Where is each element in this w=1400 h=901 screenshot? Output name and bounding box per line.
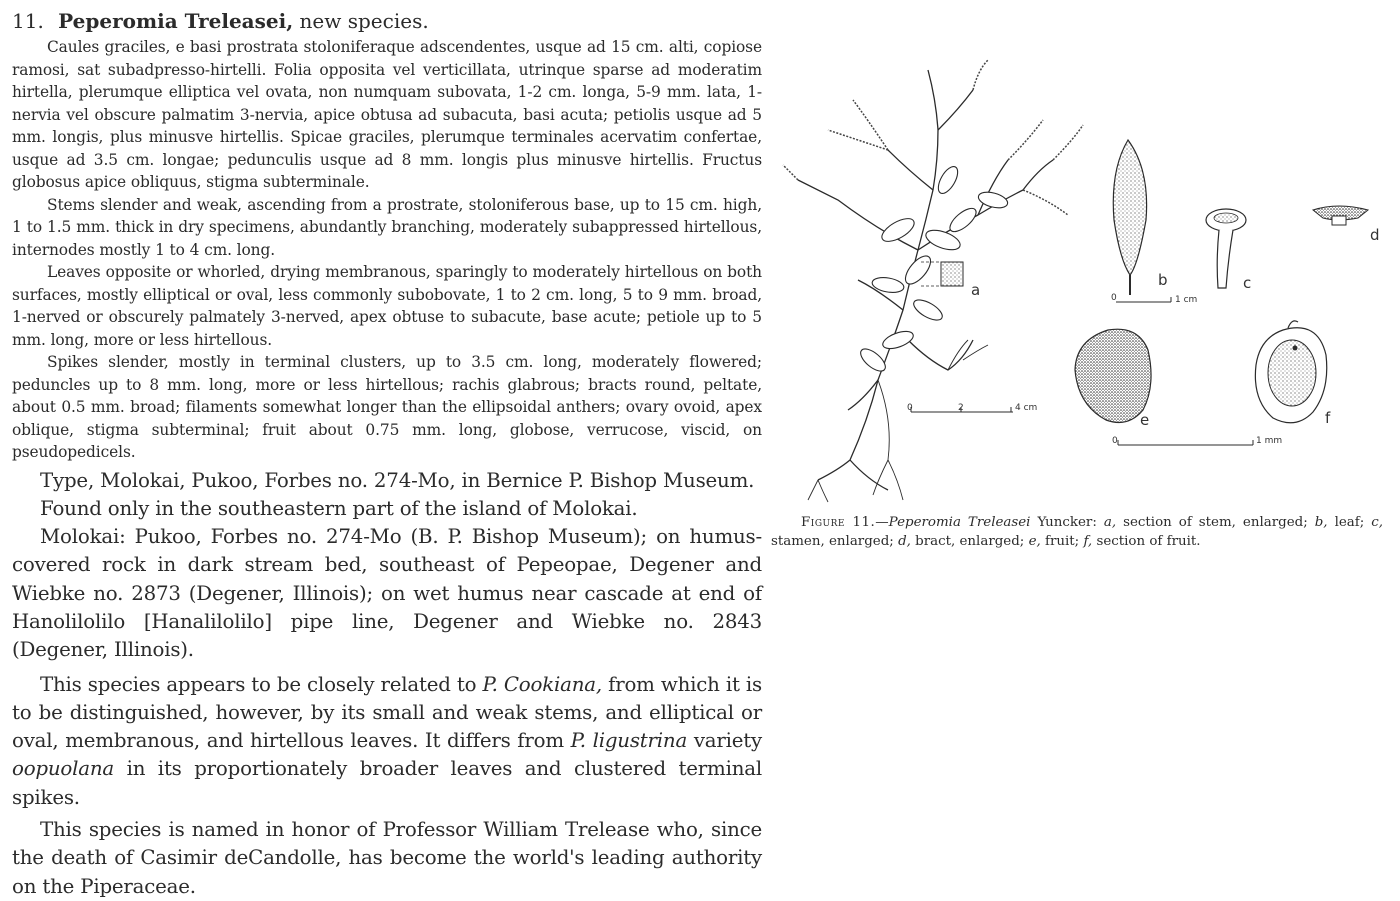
label-d: d <box>1370 226 1380 244</box>
caption-text-c: stamen, enlarged; <box>771 533 899 549</box>
stem-scale-zero: 0 <box>907 403 913 413</box>
caption-key-c: c, <box>1371 515 1384 530</box>
fruit-section-f <box>1255 321 1331 427</box>
caption-key-d: d, <box>898 533 911 549</box>
leaf-scale-end: 1 cm <box>1175 295 1198 305</box>
stem-scale-end: 4 cm <box>1015 403 1038 413</box>
label-a: a <box>971 281 981 299</box>
species-note: new species. <box>299 9 429 33</box>
caption-figure-label: Figure 11. <box>801 515 876 530</box>
label-e: e <box>1140 411 1150 429</box>
caption-key-b: b, <box>1314 515 1328 530</box>
label-c: c <box>1243 274 1252 292</box>
bract-d <box>1313 206 1380 244</box>
honor-paragraph: This species is named in honor of Professor William Trelease who, since the death of Casimir deCandolle, has become the world's leading authority on the Piperaceae. <box>12 818 762 898</box>
spikes-description: Spikes slender, mostly in terminal clusters, up to 3.5 cm. long, moderately flowered; peduncles up to 8 mm. long, more or less hirtellous; rachis glabrous; bracts round, peltate, about 0.5 mm. broad; filaments somewhat longer than the ellipsoidal anthers; ovary ovoid, apex oblique, stigma subterminal; fruit about 0.75 mm. long, globose, verrucose, viscid, on pseudopedicels. <box>12 353 762 461</box>
caption-author: Yuncker: <box>1030 515 1104 530</box>
type-locality: Type, Molokai, Pukoo, Forbes no. 274-Mo, in Bernice P. Bishop Museum. <box>40 468 755 492</box>
relation-text-4: in its proportionately broader leaves and clustered terminal spikes. <box>12 757 762 809</box>
label-f: f <box>1325 409 1331 427</box>
label-b: b <box>1158 271 1168 289</box>
leaf-scale-zero: 0 <box>1111 293 1117 303</box>
figure-illustration <box>778 40 1390 510</box>
plant-leaves <box>857 164 1009 375</box>
species-heading <box>12 8 762 34</box>
species-name: Peperomia Treleasei, <box>58 9 294 33</box>
caption-text-f: section of fruit. <box>1092 533 1201 549</box>
relation-text-3: variety <box>687 729 762 753</box>
species-number: 11. <box>12 9 44 33</box>
caption-text-a: section of stem, enlarged; <box>1116 515 1315 530</box>
fruit-scale-zero: 0 <box>1112 436 1118 446</box>
caption-key-f: f, <box>1083 533 1093 549</box>
relation-text-2: from which it is to be distinguished, however, by its small and weak stems, and elliptical or oval, membranous, and hirtellous leaves. It differs from <box>12 672 762 753</box>
latin-diagnosis: Caules graciles, e basi prostrata stoloniferaque adscendentes, usque ad 15 cm. alti, copiose ramosi, sat subadpresso-hirtelli. Folia opposita vel verticillata, utrinque sparse ad moderatim hirtella, plerumque elliptica vel ovata, non numquam subovata, 1-2 cm. longa, 5-9 mm. lata, 1-nervia vel obscure palmatim 3-nervia, apice obtusa ad subacuta, basi acuta; petiolis usque ad 5 mm. longis, plus minusve hirtellis. Spicae graciles, plerumque terminales acervatim confertae, usque ad 3.5 cm. longae; pedunculis usque ad 8 mm. longis plus minusve hirtellis. Fructus globosus apice obliquus, stigma subterminale. <box>12 38 762 191</box>
caption-key-e: e, <box>1028 533 1041 549</box>
leaf-b <box>1113 140 1167 295</box>
stems-description: Stems slender and weak, ascending from a prostrate, stoloniferous base, up to 15 cm. high, 1 to 1.5 mm. thick in dry specimens, abundantly branching, moderately subappressed hirtellous, internodes mostly 1 to 4 cm. long. <box>12 195 762 259</box>
root-system <box>808 340 988 502</box>
stem-scale-mid: 2 <box>958 403 964 413</box>
relation-variety: oopuolana <box>12 757 114 781</box>
caption-text-d: bract, enlarged; <box>910 533 1029 549</box>
leaf-scale-bar <box>1116 297 1171 302</box>
article-text-column <box>12 8 762 901</box>
relationship-paragraph <box>12 671 762 812</box>
relation-species-2: P. ligustrina <box>570 729 688 753</box>
leaves-description: Leaves opposite or whorled, drying membranous, sparingly to moderately hirtellous on both surfaces, mostly elliptical or oval, less commonly subobovate, 1 to 2 cm. long, 5 to 9 mm. broad, 1-nerved or obscurely palmately 3-nerved, apex obtuse to subacute, base acute; petiole up to 5 mm. long, more or less hirtellous. <box>12 263 762 349</box>
caption-key-a: a, <box>1103 515 1117 530</box>
description-block <box>12 36 762 464</box>
relation-text-1: This species appears to be closely related to <box>40 672 483 696</box>
caption-text-b: leaf; <box>1327 515 1372 530</box>
fruit-e <box>1075 329 1151 429</box>
caption-species: Peperomia Treleasei <box>888 515 1031 530</box>
discussion-block <box>12 467 762 901</box>
stem-section-a <box>921 262 980 299</box>
stamen-c <box>1206 209 1251 292</box>
caption-dash: — <box>875 515 889 530</box>
botanical-figure <box>778 40 1390 510</box>
figure-caption <box>771 514 1383 551</box>
fruit-scale-end: 1 mm <box>1256 436 1283 446</box>
relation-species-1: P. Cookiana, <box>482 672 602 696</box>
fruit-scale-bar <box>1118 440 1253 445</box>
specimens-cited: Molokai: Pukoo, Forbes no. 274-Mo (B. P. Bishop Museum); on humus-covered rock in dark stream bed, southeast of Pepeopae, Degener and Wiebke no. 2873 (Degener, Illinois); on wet humus near cascade at end of Hanolilolilo [Hanalilolilo] pipe line, Degener and Wiebke no. 2843 (Degener, Illinois). <box>12 525 762 662</box>
caption-text-e: fruit; <box>1040 533 1084 549</box>
distribution-note: Found only in the southeastern part of the island of Molokai. <box>40 496 638 520</box>
